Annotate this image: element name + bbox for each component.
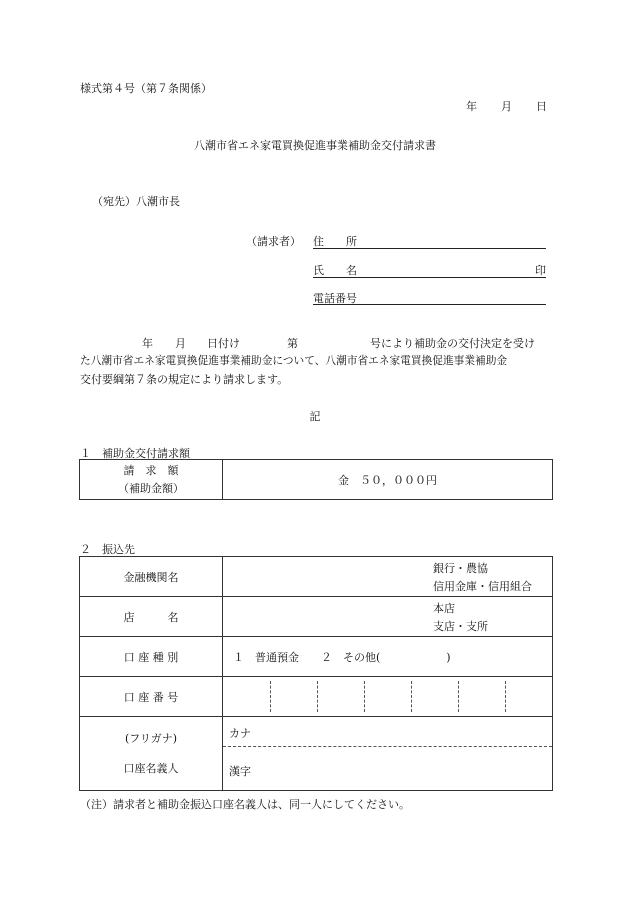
name-label: 氏 名 [313,264,357,277]
digit-divider [505,681,506,712]
date-day: 日 [536,100,547,113]
account-type-cell[interactable] [223,637,553,677]
account-holder-label-cell [80,717,223,791]
request-amount-label: 請 求 額 [123,463,179,477]
body-year: 年 [142,337,153,350]
bank-name-cell[interactable] [223,557,553,597]
date-month: 月 [501,100,512,113]
digit-divider [317,681,318,712]
kanji-label: 漢字 [229,765,251,778]
bank-transfer-table [79,556,553,791]
amount-value: 金 ５０，０００円 [338,473,437,487]
kana-divider [223,746,552,747]
form-number: 様式第４号（第７条関係） [80,82,212,95]
furigana-label: (フリガナ) [124,731,178,745]
footnote: （注）請求者と補助金振込口座名義人は、同一人にしてください。 [80,798,410,811]
name-underline [313,277,546,278]
kana-label: カナ [229,727,251,740]
account-number-cell[interactable] [223,677,553,717]
body-no: 第 [287,337,298,350]
digit-divider [411,681,412,712]
digit-divider [458,681,459,712]
body-line1-rest: 号により補助金の交付決定を受け [370,337,535,350]
digit-divider [364,681,365,712]
branch-option-sub: 支店・支所 [433,620,488,633]
section1-heading: １ 補助金交付請求額 [80,447,190,460]
account-holder-label: 口座名義人 [123,761,179,775]
account-holder-cell[interactable] [223,717,553,791]
body-month: 月 [175,337,186,350]
section2-heading: ２ 振込先 [80,543,135,556]
addressee: （宛先）八潮市長 [92,195,180,208]
body-line3: 交付要綱第７条の規定により請求します。 [80,373,289,386]
body-dated: 日付け [207,337,240,350]
amount-cell [223,460,553,500]
request-amount-table [79,459,553,500]
account-type-label: 口 座 種 別 [80,637,223,677]
address-underline [313,248,546,249]
ki-mark: 記 [309,410,321,423]
applicant-label: （請求者） [246,235,301,248]
date-year: 年 [466,100,477,113]
bank-option-bank: 銀行・農協 [433,562,488,575]
subsidy-amount-label: （補助金額） [118,481,184,495]
account-type-options: １ 普通預金 ２ その他( ) [233,650,451,664]
phone-underline [313,304,546,305]
address-label: 住 所 [313,235,357,248]
branch-label: 店 名 [80,597,223,637]
seal-mark: 印 [535,264,546,277]
body-line2: た八潮市省エネ家電買換促進事業補助金について、八潮市省エネ家電買換促進事業補助金 [80,354,508,367]
branch-option-main: 本店 [433,602,455,615]
bank-label: 金融機関名 [80,557,223,597]
bank-option-shinkin: 信用金庫・信用組合 [433,580,532,593]
page-title: 八潮市省エネ家電買換促進事業補助金交付請求書 [194,139,436,152]
digit-divider [270,681,271,712]
phone-label: 電話番号 [313,292,357,305]
request-amount-label-cell [80,460,223,500]
account-number-label: 口 座 番 号 [80,677,223,717]
branch-name-cell[interactable] [223,597,553,637]
